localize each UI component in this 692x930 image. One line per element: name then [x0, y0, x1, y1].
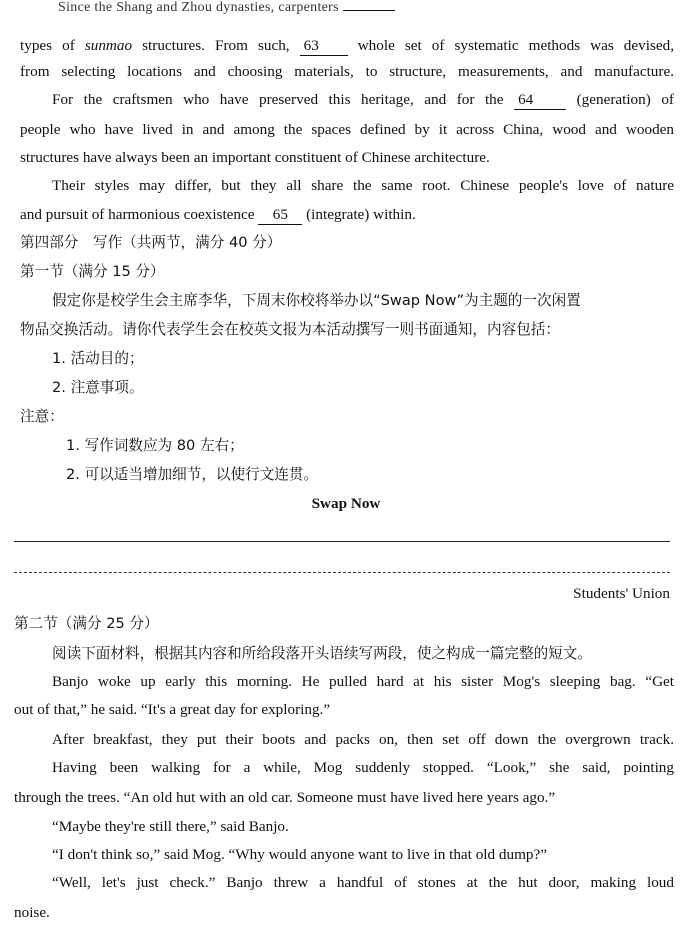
- clipped-text: Since the Shang and Zhou dynasties, carpenters: [58, 0, 339, 15]
- clipped-top-line: [58, 0, 578, 16]
- story-p1-line1: Banjo woke up early this morning. He pulled hard at his sister Mog's sleeping bag. “Get: [52, 673, 674, 690]
- text: and pursuit of harmonious coexistence: [20, 206, 255, 223]
- para1-line2: from selecting locations and choosing materials, to structure, measurements, and manufacture.: [20, 63, 674, 80]
- blank-63: 63: [300, 37, 348, 56]
- signature: Students' Union: [573, 585, 670, 602]
- story-p1-line2: out of that,” he said. “It's a great day for exploring.”: [14, 701, 331, 718]
- part4-heading: 第四部分 写作（共两节，满分 40 分）: [20, 234, 282, 251]
- section2-heading: 第二节（满分 25 分）: [14, 615, 159, 632]
- section1-heading: 第一节（满分 15 分）: [20, 263, 165, 280]
- text: types of: [20, 37, 75, 54]
- text: (integrate) within.: [306, 206, 416, 223]
- content-item1: 1. 活动目的；: [52, 350, 144, 367]
- text: structures. From such,: [142, 37, 290, 54]
- note-label: 注意：: [20, 408, 64, 425]
- note-item1: 1. 写作词数应为 80 左右；: [66, 437, 244, 454]
- blank-65: 65: [258, 206, 302, 225]
- note-item2: 2. 可以适当增加细节，以使行文连贯。: [66, 466, 319, 483]
- text: whole set of systematic methods was devised,: [357, 37, 674, 54]
- story-p6-line1: “Well, let's just check.” Banjo threw a handful of stones at the hut door, making loud: [52, 874, 674, 891]
- prompt-line2: 物品交换活动。请你代表学生会在校英文报为本活动撰写一则书面通知，内容包括：: [20, 321, 560, 338]
- story-p3-line2: through the trees. “An old hut with an old car. Someone must have lived here years ago.”: [14, 789, 556, 806]
- answer-line-1: [14, 541, 670, 542]
- para2-line1: [52, 90, 674, 110]
- story-p3-line1: Having been walking for a while, Mog suddenly stopped. “Look,” she said, pointing: [52, 759, 674, 776]
- text: For the craftsmen who have preserved this heritage, and for the: [52, 91, 504, 108]
- para3-line1: Their styles may differ, but they all share the same root. Chinese people's love of nature: [52, 177, 674, 194]
- answer-line-2: [14, 572, 670, 573]
- notice-title: Swap Now: [311, 495, 381, 512]
- text: (generation) of: [576, 91, 674, 108]
- prompt-line1: 假定你是校学生会主席李华，下周末你校将举办以“Swap Now”为主题的一次闲置: [52, 292, 581, 309]
- story-p6-line2: noise.: [14, 904, 50, 921]
- story-p4-line1: “Maybe they're still there,” said Banjo.: [52, 818, 289, 835]
- italic-term: sunmao: [84, 37, 133, 54]
- blank-64: 64: [514, 91, 566, 110]
- blank-clipped: [343, 10, 395, 11]
- para2-line3: structures have always been an important constituent of Chinese architecture.: [20, 149, 490, 166]
- para1-line1: [20, 36, 674, 56]
- para3-line2: [20, 205, 674, 225]
- story-p2-line1: After breakfast, they put their boots and packs on, then set off down the overgrown track.: [52, 731, 674, 748]
- section2-instruction: 阅读下面材料，根据其内容和所给段落开头语续写两段，使之构成一篇完整的短文。: [52, 645, 592, 662]
- para2-line2: people who have lived in and among the spaces defined by it across China, wood and wooden: [20, 121, 674, 138]
- content-item2: 2. 注意事项。: [52, 379, 144, 396]
- story-p5-line1: “I don't think so,” said Mog. “Why would anyone want to live in that old dump?”: [52, 846, 547, 863]
